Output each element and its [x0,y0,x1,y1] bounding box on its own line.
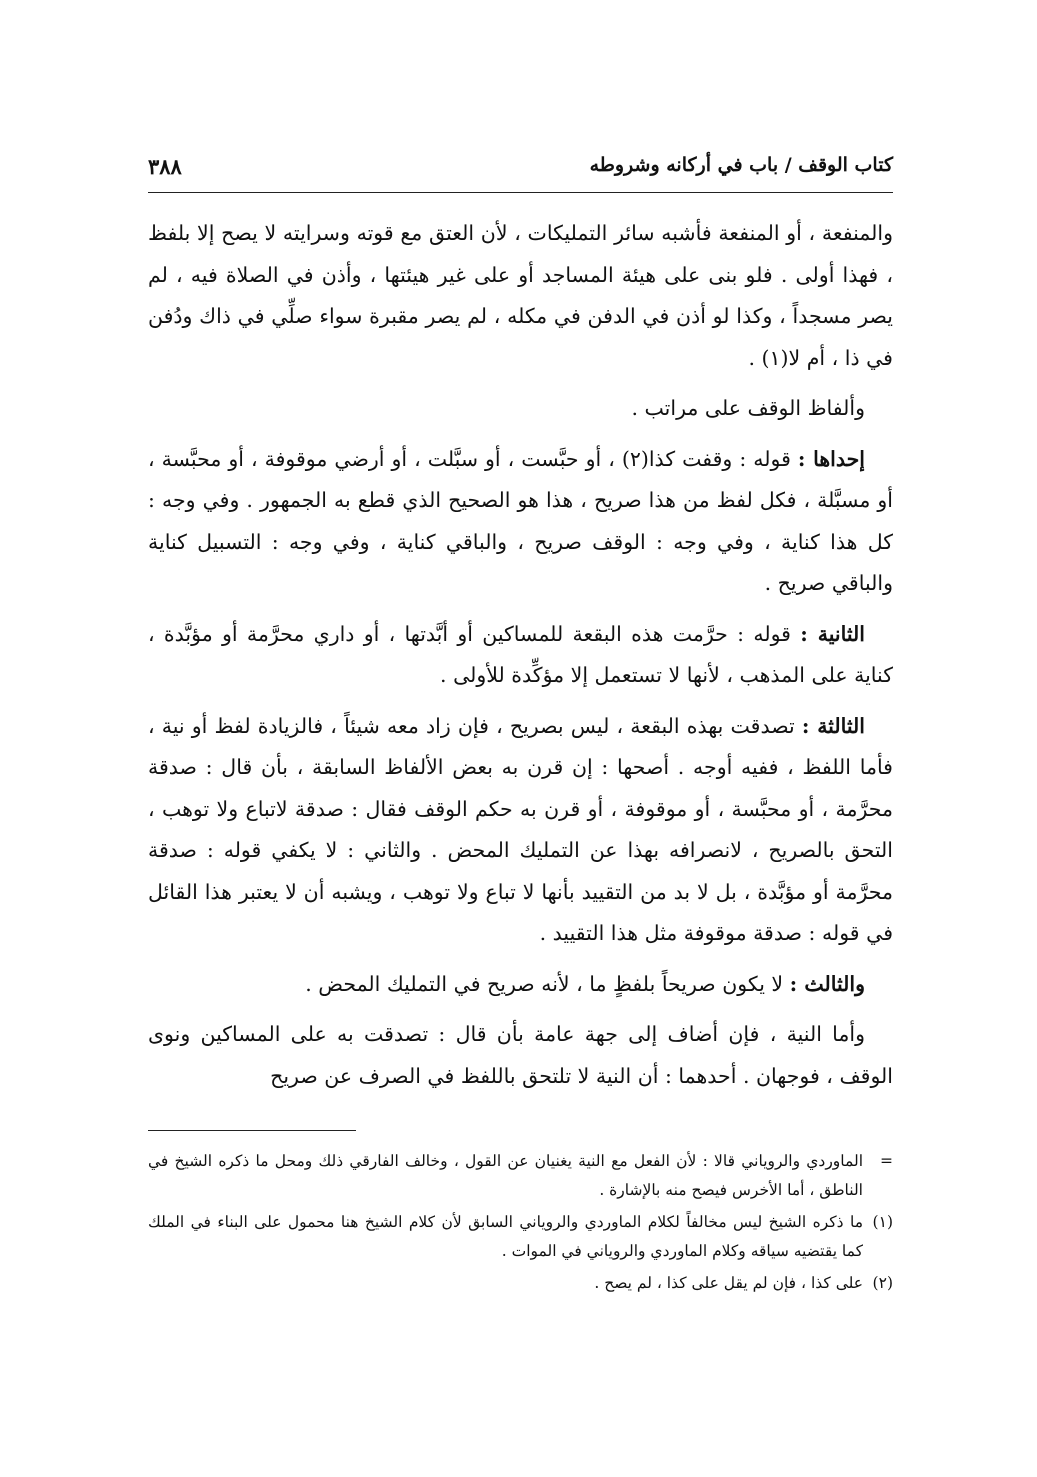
paragraph [148,964,893,1006]
paragraph-text: تصدقت بهذه البقعة ، ليس بصريح ، فإن زاد معه شيئاً ، فالزيادة لفظ أو نية ، فأما اللفظ ، ففيه أوجه . أصحها : إن قرن به بعض الألفاظ السابقة ، بأن قال : صدقة محرَّمة ، أو محبَّسة ، أو موقوفة ، أو قرن به حكم الوقف فقال : صدقة لاتباع ولا توهب ، التحق بالصريح ، لانصرافه بهذا عن التمليك المحض . والثاني : لا يكفي قوله : صدقة محرَّمة أو مؤبَّدة ، بل لا بد من التقييد بأنها لا تباع ولا توهب ، ويشبه أن لا يعتبر هذا القائل في قوله : صدقة موقوفة مثل هذا التقييد . [148,713,893,945]
footnote-marker: (١) [872,1213,893,1231]
footnote-text: على كذا ، فإن لم يقل على كذا ، لم يصح . [594,1274,863,1292]
footnote [148,1269,893,1298]
book-page [148,150,893,1301]
footnote-divider-wrap [148,1106,893,1147]
paragraph [148,388,893,430]
paragraph-text: وأما النية ، فإن أضاف إلى جهة عامة بأن قال : تصدقت به على المساكين ونوى الوقف ، فوجهان . أحدهما : أن النية لا تلتحق باللفظ في الصرف عن صريح [148,1022,893,1088]
main-text [148,213,893,1097]
paragraph-text: لا يكون صريحاً بلفظٍ ما ، لأنه صريح في التمليك المحض . [305,971,790,996]
paragraph-text: قوله : حرَّمت هذه البقعة للمساكين أو أبَّدتها ، أو داري محرَّمة أو مؤبَّدة ، كناية على المذهب ، لأنها لا تستعمل إلا مؤكِّدة للأولى . [148,621,893,687]
paragraph-text: وألفاظ الوقف على مراتب . [631,396,865,420]
footnote [148,1208,893,1266]
paragraph-lead: والثالث : [789,971,865,996]
footnote-divider [148,1130,356,1131]
paragraph-text: والمنفعة ، أو المنفعة فأشبه سائر التمليكات ، لأن العتق مع قوته وسرايته لا يصح إلا بلفظ ، فهذا أولى . فلو بنى على هيئة المساجد أو على غير هيئتها ، وأذن في الصلاة فيه ، لم يصر مسجداً ، وكذا لو أذن في الدفن في مكله ، لم يصر مقبرة سواء صلِّي في ذاك ودُفن في ذا ، أم لا(١) . [148,221,893,370]
paragraph [148,213,893,379]
paragraph [148,614,893,697]
paragraph [148,1014,893,1097]
footnote-marker: = [880,1152,893,1170]
paragraph-lead: الثالثة : [801,713,865,738]
paragraph [148,439,893,605]
page-number: ٣٨٨ [148,154,182,179]
footnote-text: الماوردي والروياني قالا : لأن الفعل مع النية يغنيان عن القول ، وخالف الفارقي ذلك ومحل ما ذكره الشيخ في الناطق ، أما الأخرس فيصح منه بالإشارة . [148,1152,863,1199]
footnote [148,1147,893,1205]
paragraph-lead: الثانية : [800,621,865,646]
running-header [148,150,893,193]
footnote-text: ما ذكره الشيخ ليس مخالفاً لكلام الماوردي والروياني السابق لأن كلام الشيخ هنا محمول على البناء في الملك كما يقتضيه سياقه وكلام الماوردي والروياني في الموات . [148,1213,863,1260]
footnote-marker: (٢) [872,1274,893,1292]
paragraph-lead: إحداها : [797,446,865,471]
paragraph [148,706,893,955]
footnotes [148,1147,893,1298]
header-title: كتاب الوقف / باب في أركانه وشروطه [589,154,893,176]
paragraph-text: قوله : وقفت كذا(٢) ، أو حبَّست ، أو سبَّلت ، أو أرضي موقوفة ، أو محبَّسة ، أو مسبَّلة ، فكل لفظ من هذا صريح ، هذا هو الصحيح الذي قطع به الجمهور . وفي وجه : كل هذا كناية ، وفي وجه : الوقف صريح ، والباقي كناية ، وفي وجه : التسبيل كناية والباقي صريح . [148,446,893,595]
